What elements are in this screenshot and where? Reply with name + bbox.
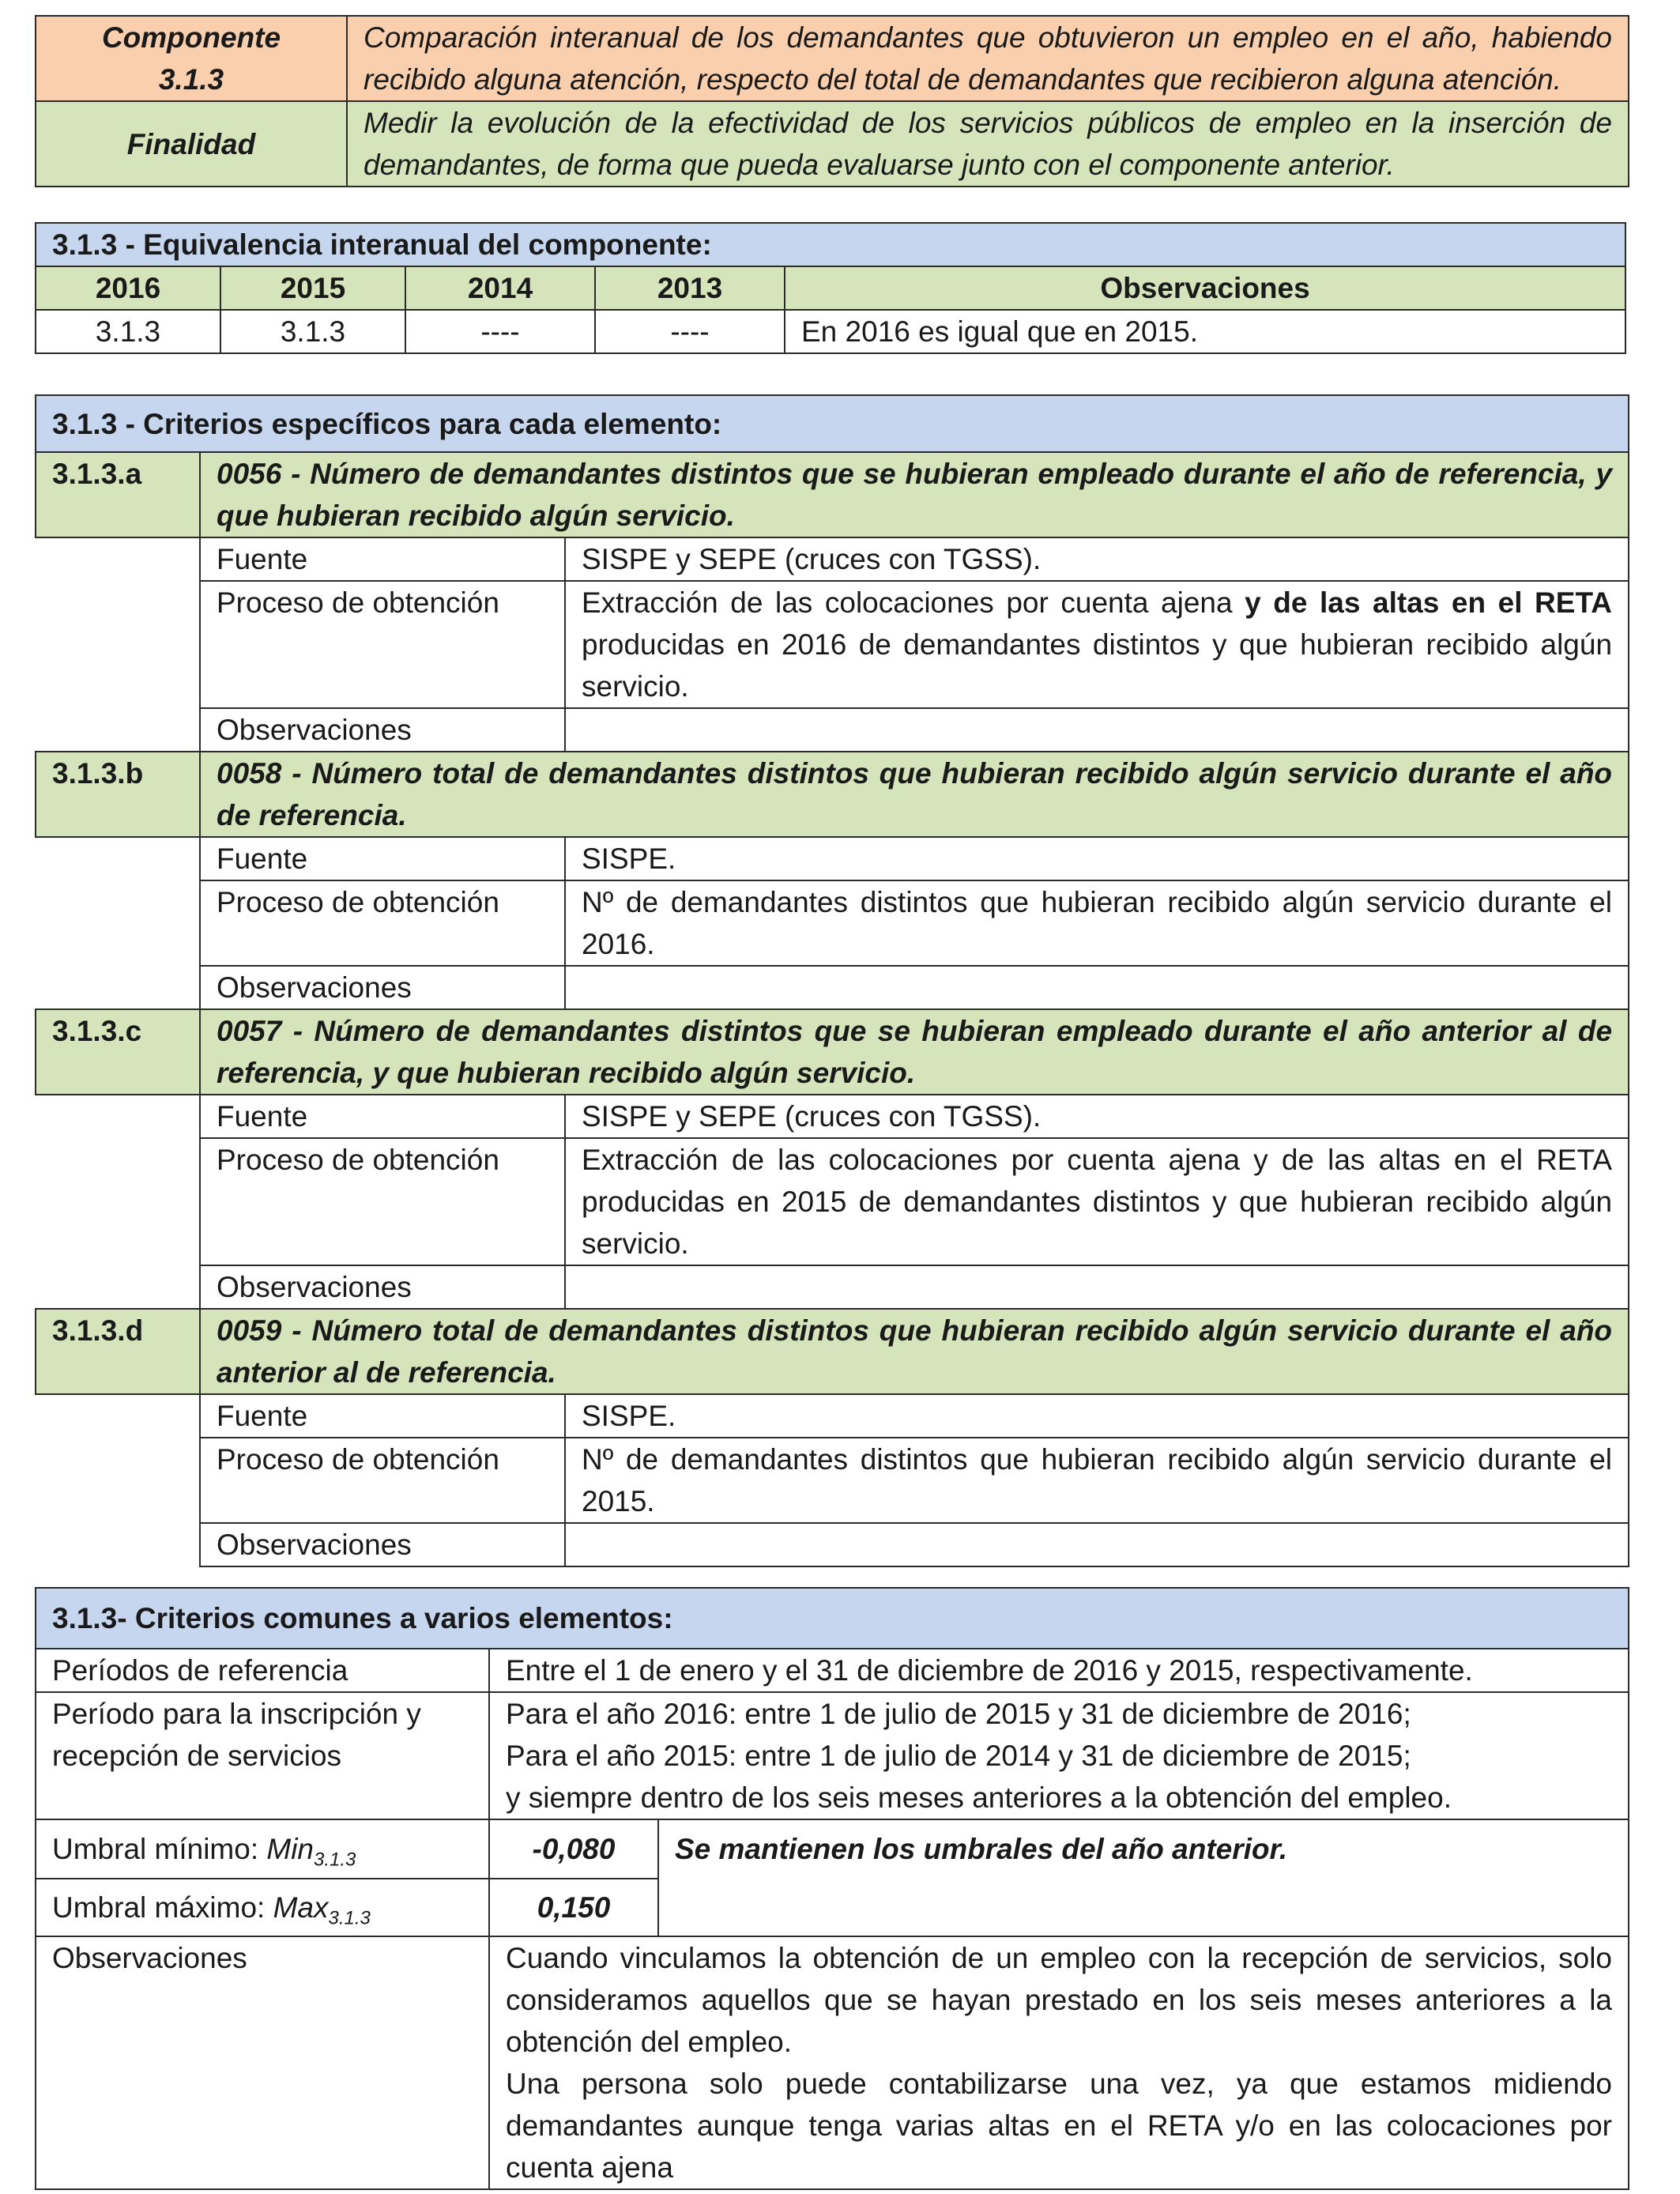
element-a-fuente-value: SISPE y SEPE (cruces con TGSS). [565, 537, 1629, 581]
comunes-table [35, 1587, 1629, 2190]
element-b-observaciones-value [565, 966, 1629, 1009]
element-c-fuente-label: Fuente [200, 1095, 565, 1138]
umbral-max-value: 0,150 [489, 1879, 658, 1936]
element-a-observaciones-value [565, 708, 1629, 752]
element-b-proceso-value: Nº de demandantes distintos que hubieran recibido algún servicio durante el 2016. [565, 880, 1629, 966]
element-d-fuente-value: SISPE. [565, 1394, 1629, 1438]
componente-table [35, 15, 1629, 187]
element-d-proceso-value: Nº de demandantes distintos que hubieran recibido algún servicio durante el 2015. [565, 1438, 1629, 1523]
element-b-proceso-label: Proceso de obtención [200, 880, 565, 966]
element-a-proceso-value: Extracción de las colocaciones por cuenta ajena y de las altas en el RETA producidas en 2016 de demandantes distintos y que hubieran recibido algún servicio. [565, 581, 1629, 708]
periodos-value: Entre el 1 de enero y el 31 de diciembre de 2016 y 2015, respectivamente. [489, 1649, 1629, 1692]
element-c-observaciones-label: Observaciones [200, 1265, 565, 1309]
element-d-observaciones-value [565, 1523, 1629, 1566]
equivalencia-header-2016: 2016 [36, 266, 220, 310]
inscripcion-line-seis-meses: y siempre dentro de los seis meses anteriores a la obtención del empleo. [506, 1781, 1452, 1814]
periodos-label: Períodos de referencia [36, 1649, 489, 1692]
comunes-title: 3.1.3- Criterios comunes a varios elementos: [36, 1588, 1629, 1649]
equivalencia-header-2014: 2014 [405, 266, 595, 310]
umbral-min-label: Umbral mínimo: Min$_{3.1.3}$ [36, 1819, 489, 1879]
componente-label: Componente [101, 21, 281, 54]
comunes-observaciones-value [489, 1936, 1629, 2189]
element-b-code: 3.1.3.b [36, 752, 200, 837]
element-a-proceso-bold: y de las altas en el RETA [1232, 586, 1613, 619]
componente-code: 3.1.3 [158, 63, 224, 96]
element-a-observaciones-label: Observaciones [200, 708, 565, 752]
element-b-title: 0058 - Número total de demandantes distintos que hubieran recibido algún servicio durante el año de referencia. [200, 752, 1629, 837]
element-d-fuente-label: Fuente [200, 1394, 565, 1438]
comunes-observaciones-label: Observaciones [36, 1936, 489, 2189]
element-a-fuente-label: Fuente [200, 537, 565, 581]
element-b-fuente-value: SISPE. [565, 837, 1629, 880]
finalidad-label: Finalidad [36, 101, 347, 187]
equivalencia-header-observaciones: Observaciones [785, 266, 1625, 310]
equivalencia-table [35, 222, 1626, 354]
element-c-title: 0057 - Número de demandantes distintos que se hubieran empleado durante el año anterior al de referencia, y que hubieran recibido algún servicio. [200, 1009, 1629, 1095]
comunes-observaciones-p1: Cuando vinculamos la obtención de un empleo con la recepción de servicios, solo consideramos aquellos que se hayan prestado en los seis meses anteriores a la obtención del empleo. [506, 1942, 1612, 2058]
element-d-title: 0059 - Número total de demandantes distintos que hubieran recibido algún servicio durante el año anterior al de referencia. [200, 1309, 1629, 1394]
element-c-code: 3.1.3.c [36, 1009, 200, 1095]
element-a-code: 3.1.3.a [36, 452, 200, 537]
element-d-code: 3.1.3.d [36, 1309, 200, 1394]
inscripcion-line-2016: Para el año 2016: entre 1 de julio de 2015 y 31 de diciembre de 2016; [506, 1698, 1411, 1730]
element-b-observaciones-label: Observaciones [200, 966, 565, 1009]
element-a-title: 0056 - Número de demandantes distintos que se hubieran empleado durante el año de referencia, y que hubieran recibido algún servicio. [200, 452, 1629, 537]
element-c-observaciones-value [565, 1265, 1629, 1309]
componente-description: Comparación interanual de los demandantes que obtuvieron un empleo en el año, habiendo recibido alguna atención, respecto del total de demandantes que recibieron alguna atención. [347, 16, 1629, 101]
umbral-note: Se mantienen los umbrales del año anterior. [658, 1819, 1629, 1936]
element-c-proceso-value: Extracción de las colocaciones por cuenta ajena y de las altas en el RETA producidas en 2015 de demandantes distintos y que hubieran recibido algún servicio. [565, 1138, 1629, 1265]
umbral-min-value: -0,080 [489, 1819, 658, 1879]
equivalencia-header-2013: 2013 [595, 266, 785, 310]
equivalencia-cell-observaciones: En 2016 es igual que en 2015. [785, 310, 1625, 353]
element-c-proceso-label: Proceso de obtención [200, 1138, 565, 1265]
criterios-table [35, 394, 1629, 1567]
inscripcion-value [489, 1692, 1629, 1819]
equivalencia-cell-2013: ---- [595, 310, 785, 353]
equivalencia-title: 3.1.3 - Equivalencia interanual del componente: [36, 223, 1625, 266]
equivalencia-cell-2014: ---- [405, 310, 595, 353]
inscripcion-label: Período para la inscripción y recepción de servicios [36, 1692, 489, 1819]
equivalencia-header-2015: 2015 [220, 266, 405, 310]
element-c-header-row [36, 1009, 1629, 1095]
finalidad-text: Medir la evolución de la efectividad de los servicios públicos de empleo en la inserción de demandantes, de forma que pueda evaluarse junto con el componente anterior. [347, 101, 1629, 187]
equivalencia-cell-2015: 3.1.3 [220, 310, 405, 353]
element-a-header-row [36, 452, 1629, 537]
element-a-proceso-label: Proceso de obtención [200, 581, 565, 708]
comunes-observaciones-p2: Una persona solo puede contabilizarse una vez, ya que estamos midiendo demandantes aunque tenga varias altas en el RETA y/o en las colocaciones por cuenta ajena [506, 2068, 1612, 2184]
equivalencia-cell-2016: 3.1.3 [36, 310, 220, 353]
element-d-header-row [36, 1309, 1629, 1394]
element-d-proceso-label: Proceso de obtención [200, 1438, 565, 1523]
criterios-title: 3.1.3 - Criterios específicos para cada elemento: [36, 395, 1629, 452]
inscripcion-line-2015: Para el año 2015: entre 1 de julio de 2014 y 31 de diciembre de 2015; [506, 1740, 1411, 1772]
element-c-fuente-value: SISPE y SEPE (cruces con TGSS). [565, 1095, 1629, 1138]
element-b-header-row [36, 752, 1629, 837]
umbral-max-label: Umbral máximo: Max$_{3.1.3}$ [36, 1879, 489, 1936]
element-d-observaciones-label: Observaciones [200, 1523, 565, 1566]
element-b-fuente-label: Fuente [200, 837, 565, 880]
componente-label-cell [36, 16, 347, 101]
